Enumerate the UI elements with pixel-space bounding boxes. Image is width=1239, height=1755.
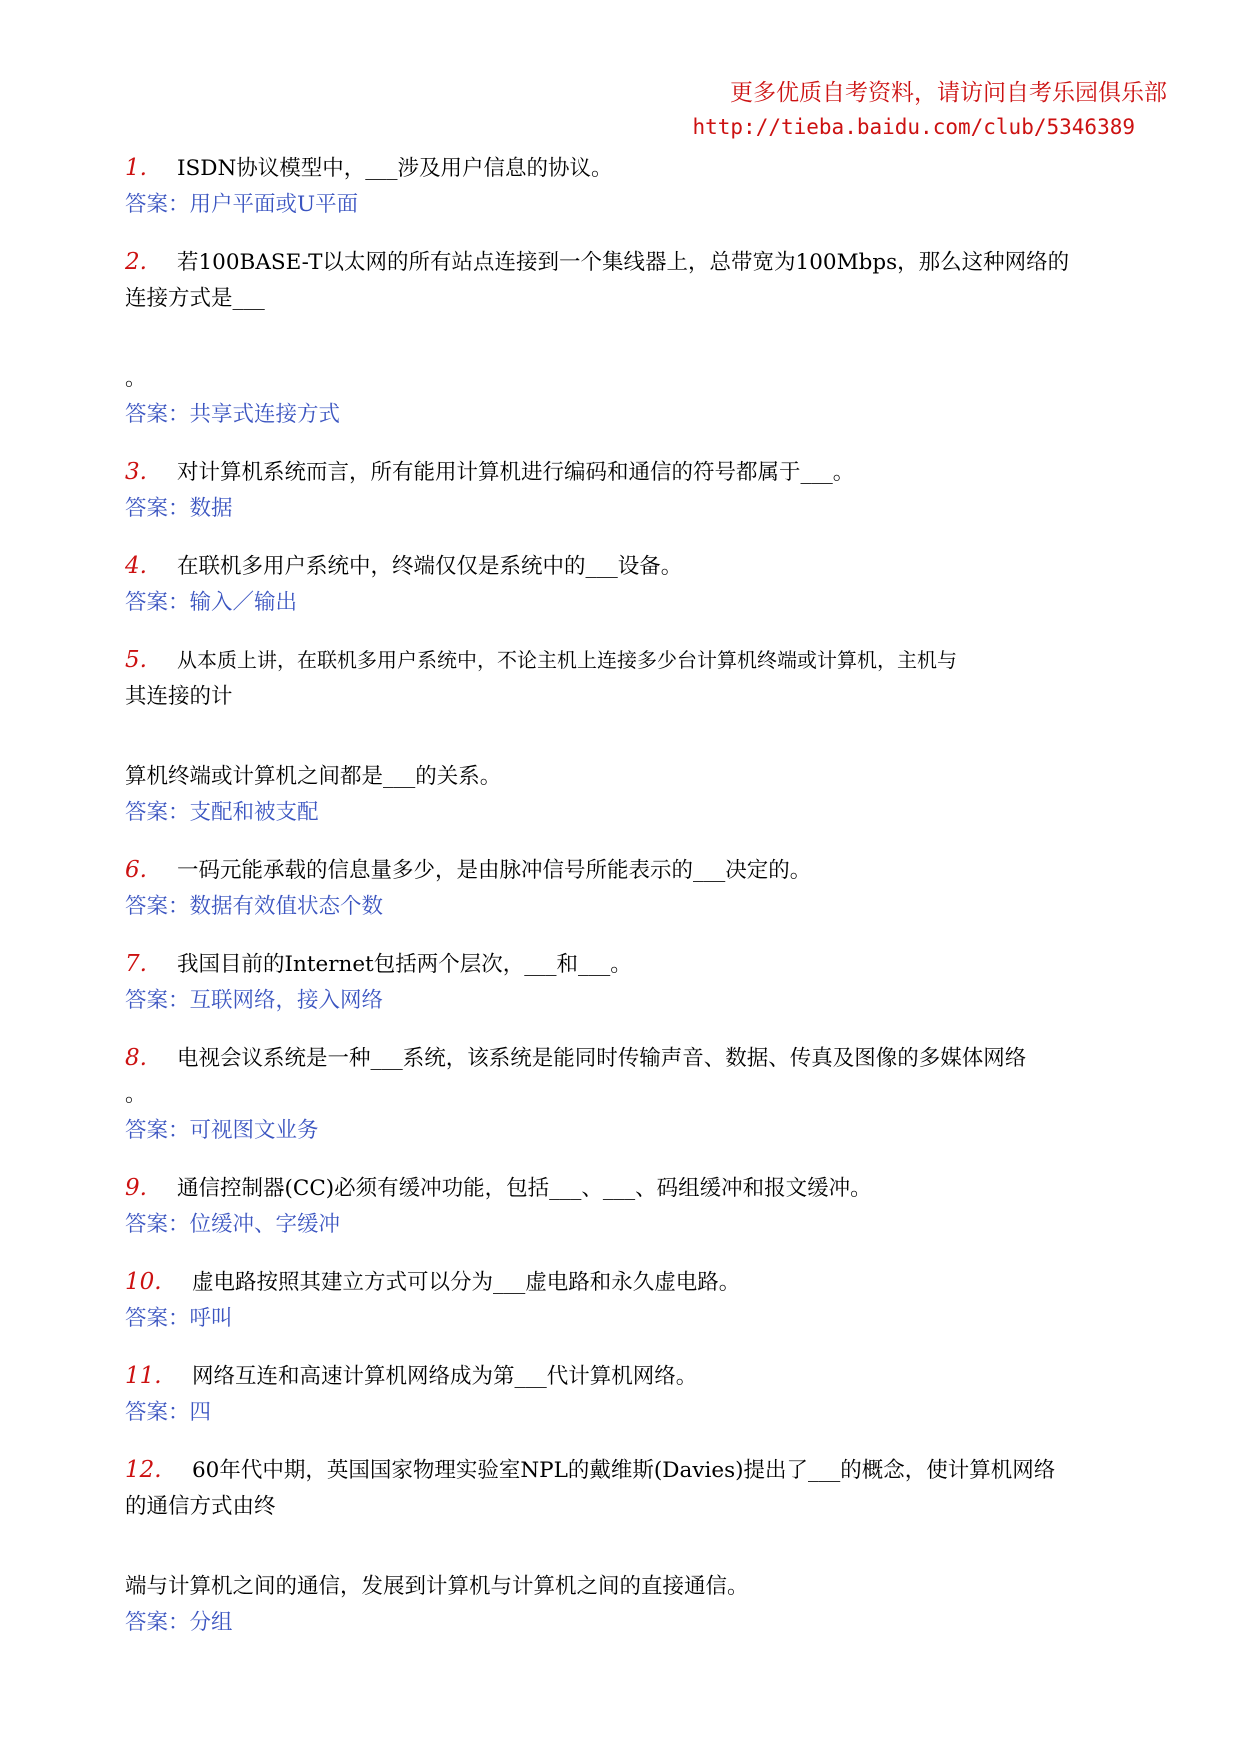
question-number: 1. <box>125 155 147 181</box>
question-number: 5. <box>125 647 147 673</box>
question-item <box>125 1040 1175 1149</box>
question-text: 虚电路按照其建立方式可以分为___虚电路和永久虚电路。 <box>192 1270 741 1295</box>
question-text-continued: 连接方式是___ <box>125 286 265 311</box>
question-number: 7. <box>125 951 147 977</box>
question-number: 6. <box>125 857 147 883</box>
question-text: 一码元能承载的信息量多少，是由脉冲信号所能表示的___决定的。 <box>177 858 812 883</box>
question-number: 11. <box>125 1363 162 1389</box>
header-url-link[interactable]: http://tieba.baidu.com/club/5346389 <box>692 115 1135 139</box>
question-text: 网络互连和高速计算机网络成为第___代计算机网络。 <box>192 1364 698 1389</box>
question-number: 12. <box>125 1457 162 1483</box>
answer-text: 答案：可视图文业务 <box>125 1118 319 1143</box>
question-item <box>125 1170 1175 1243</box>
question-item <box>125 852 1175 925</box>
question-list <box>125 150 1175 1662</box>
answer-text: 答案：用户平面或U平面 <box>125 192 359 217</box>
question-text: 60年代中期，英国国家物理实验室NPL的戴维斯(Davies)提出了___的概念，使计算机网络 <box>192 1458 1056 1483</box>
answer-text: 答案：支配和被支配 <box>125 800 319 825</box>
question-text: 从本质上讲，在联机多用户系统中，不论主机上连接多少台计算机终端或计算机，主机与 <box>177 648 957 672</box>
question-item <box>125 946 1175 1019</box>
answer-text: 答案：数据 <box>125 496 233 521</box>
question-item <box>125 454 1175 527</box>
question-text-tail: 端与计算机之间的通信，发展到计算机与计算机之间的直接通信。 <box>125 1574 749 1599</box>
answer-text: 答案：数据有效值状态个数 <box>125 894 384 919</box>
question-item <box>125 1452 1175 1641</box>
question-number: 3. <box>125 459 147 485</box>
question-item <box>125 244 1175 433</box>
question-text: 电视会议系统是一种___系统，该系统是能同时传输声音、数据、传真及图像的多媒体网络 <box>177 1046 1027 1071</box>
question-item <box>125 1358 1175 1431</box>
question-text: ISDN协议模型中，___涉及用户信息的协议。 <box>177 156 613 181</box>
question-number: 4. <box>125 553 147 579</box>
question-text-continued: 的通信方式由终 <box>125 1494 276 1519</box>
question-text-tail: 。 <box>125 366 147 391</box>
question-text: 我国目前的Internet包括两个层次，___和___。 <box>177 952 632 977</box>
question-text: 对计算机系统而言，所有能用计算机进行编码和通信的符号都属于___。 <box>177 460 855 485</box>
question-number: 9. <box>125 1175 147 1201</box>
question-text-continued: 。 <box>125 1082 147 1107</box>
answer-text: 答案：共享式连接方式 <box>125 402 341 427</box>
question-item <box>125 548 1175 621</box>
answer-text: 答案：四 <box>125 1400 212 1425</box>
answer-text: 答案：位缓冲、字缓冲 <box>125 1212 341 1237</box>
question-number: 10. <box>125 1269 162 1295</box>
question-text: 通信控制器(CC)必须有缓冲功能，包括___、___、码组缓冲和报文缓冲。 <box>177 1176 872 1201</box>
question-text-tail: 算机终端或计算机之间都是___的关系。 <box>125 764 502 789</box>
question-text: 在联机多用户系统中，终端仅仅是系统中的___设备。 <box>177 554 683 579</box>
answer-text: 答案：输入／输出 <box>125 590 298 615</box>
question-number: 8. <box>125 1045 147 1071</box>
question-item <box>125 1264 1175 1337</box>
header-promo-text: 更多优质自考资料，请访问自考乐园俱乐部 <box>730 80 1167 106</box>
question-text: 若100BASE-T以太网的所有站点连接到一个集线器上，总带宽为100Mbps，那么这种网络的 <box>177 250 1070 275</box>
question-item <box>125 642 1175 831</box>
question-number: 2. <box>125 249 147 275</box>
answer-text: 答案：分组 <box>125 1610 233 1635</box>
answer-text: 答案：呼叫 <box>125 1306 233 1331</box>
answer-text: 答案：互联网络，接入网络 <box>125 988 384 1013</box>
question-text-continued: 其连接的计 <box>125 684 233 709</box>
question-item <box>125 150 1175 223</box>
